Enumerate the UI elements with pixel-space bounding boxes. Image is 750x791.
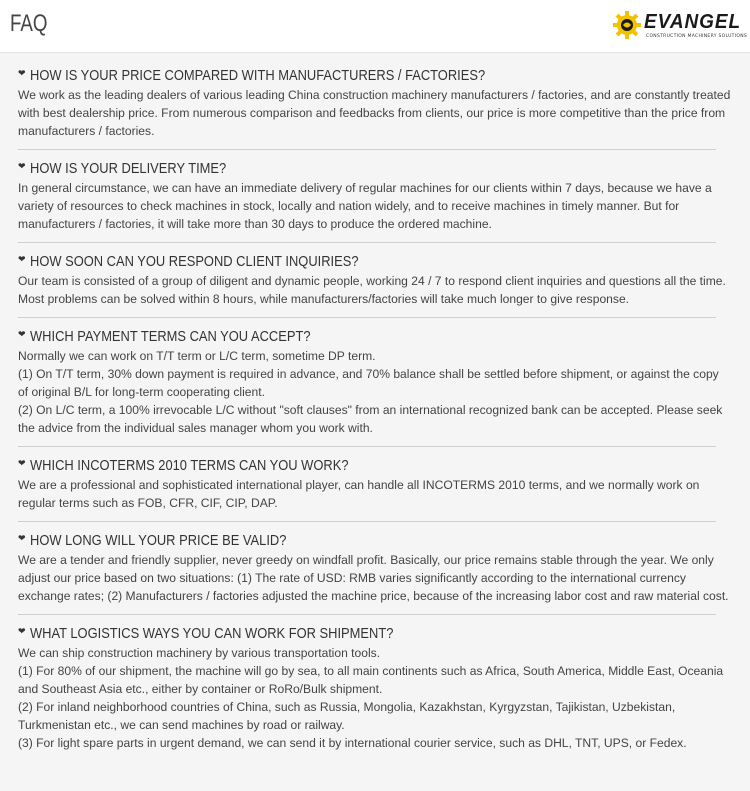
faq-question bbox=[18, 326, 732, 346]
heart-bullet-icon: ❤ bbox=[18, 160, 26, 171]
faq-item bbox=[0, 326, 750, 447]
faq-answer bbox=[18, 551, 732, 605]
page-title: FAQ bbox=[10, 10, 48, 37]
answer-paragraph: In general circumstance, we can have an immediate delivery of regular machines for our clients within 7 days, because we have a variety of resources to check machines in stock, locally and nation widely, and to receive machines in timely manner. But for manufacturers / factories, it will take more than 30 days to produce the ordered machine. bbox=[18, 181, 712, 231]
question-text: HOW IS YOUR PRICE COMPARED WITH MANUFACTURERS / FACTORIES? bbox=[30, 66, 486, 84]
divider bbox=[18, 446, 716, 447]
faq-item bbox=[0, 158, 750, 243]
faq-answer bbox=[18, 347, 732, 437]
answer-paragraph: We can ship construction machinery by various transportation tools. bbox=[18, 646, 381, 660]
answer-paragraph: (3) For light spare parts in urgent demand, we can send it by international courier service, such as DHL, TNT, UPS, or Fedex. bbox=[18, 736, 687, 750]
question-text: WHICH INCOTERMS 2010 TERMS CAN YOU WORK? bbox=[30, 456, 349, 474]
divider bbox=[18, 317, 716, 318]
faq-question bbox=[18, 158, 732, 178]
faq-item bbox=[0, 623, 750, 752]
answer-paragraph: Normally we can work on T/T term or L/C term, sometime DP term. bbox=[18, 349, 376, 363]
heart-bullet-icon: ❤ bbox=[18, 328, 26, 339]
faq-answer bbox=[18, 179, 732, 233]
answer-paragraph: (1) For 80% of our shipment, the machine will go by sea, to all main continents such as Africa, South America, Middle East, Oceania and Southeast Asia etc., either by container or RoRo/Bulk shipment. bbox=[18, 664, 724, 696]
question-text: HOW IS YOUR DELIVERY TIME? bbox=[30, 159, 227, 177]
faq-answer bbox=[18, 476, 732, 512]
brand-tagline: CONSTRUCTION MACHINERY SOLUTIONS bbox=[646, 34, 748, 39]
faq-item bbox=[0, 65, 750, 150]
divider bbox=[18, 521, 716, 522]
divider bbox=[18, 242, 716, 243]
faq-question bbox=[18, 251, 732, 271]
heart-bullet-icon: ❤ bbox=[18, 532, 26, 543]
heart-bullet-icon: ❤ bbox=[18, 625, 26, 636]
question-text: HOW LONG WILL YOUR PRICE BE VALID? bbox=[30, 531, 287, 549]
gear-icon bbox=[612, 10, 642, 40]
answer-paragraph: We work as the leading dealers of various leading China construction machinery manufacturers / factories, and are constantly treated with best dealership price. From numerous comparison and feedbacks from clients, our price is more competitive than the price from manufacturers / factories. bbox=[18, 88, 731, 138]
faq-item bbox=[0, 251, 750, 318]
heart-bullet-icon: ❤ bbox=[18, 67, 26, 78]
faq-answer bbox=[18, 86, 732, 140]
faq-item bbox=[0, 455, 750, 522]
answer-paragraph: (2) On L/C term, a 100% irrevocable L/C without "soft clauses" from an international recognized bank can be accepted. Please seek the advice from the individual sales manager whom you work with. bbox=[18, 403, 723, 435]
brand-name: EVANGEL bbox=[644, 11, 742, 33]
divider bbox=[18, 149, 716, 150]
answer-paragraph: Our team is consisted of a group of diligent and dynamic people, working 24 / 7 to respond client inquiries and questions all the time. Most problems can be solved within 8 hours, while manufacturers/factories will take much longer to give response. bbox=[18, 274, 726, 306]
answer-paragraph: (2) For inland neighborhood countries of China, such as Russia, Mongolia, Kazakhstan, Kyrgyzstan, Tajikistan, Uzbekistan, Turkmenistan etc., we can send machines by road or railway. bbox=[18, 700, 676, 732]
divider bbox=[18, 614, 716, 615]
heart-bullet-icon: ❤ bbox=[18, 457, 26, 468]
answer-paragraph: (1) On T/T term, 30% down payment is required in advance, and 70% balance shall be settled before shipment, or against the copy of original B/L for long-term cooperating client. bbox=[18, 367, 719, 399]
faq-question bbox=[18, 530, 732, 550]
faq-question bbox=[18, 455, 732, 475]
faq-list bbox=[0, 57, 750, 752]
faq-answer bbox=[18, 644, 732, 752]
heart-bullet-icon: ❤ bbox=[18, 253, 26, 264]
faq-item bbox=[0, 530, 750, 615]
faq-answer bbox=[18, 272, 732, 308]
answer-paragraph: We are a tender and friendly supplier, never greedy on windfall profit. Basically, our price remains stable through the year. We only adjust our price based on two situations: (1) The rate of USD: RMB varies significantly according to the international currency exchange rates; (2) Manufacturers / factories adjusted the machine price, because of the increasing labor cost and raw material cost. bbox=[18, 553, 729, 603]
faq-question bbox=[18, 65, 732, 85]
question-text: HOW SOON CAN YOU RESPOND CLIENT INQUIRIES? bbox=[30, 252, 359, 270]
page-header bbox=[0, 0, 750, 53]
question-text: WHICH PAYMENT TERMS CAN YOU ACCEPT? bbox=[30, 327, 311, 345]
answer-paragraph: We are a professional and sophisticated international player, can handle all INCOTERMS 2010 terms, and we normally work on regular terms such as FOB, CFR, CIF, CIP, DAP. bbox=[18, 478, 700, 510]
brand-logo[interactable] bbox=[612, 10, 748, 44]
question-text: WHAT LOGISTICS WAYS YOU CAN WORK FOR SHIPMENT? bbox=[30, 624, 394, 642]
faq-question bbox=[18, 623, 732, 643]
